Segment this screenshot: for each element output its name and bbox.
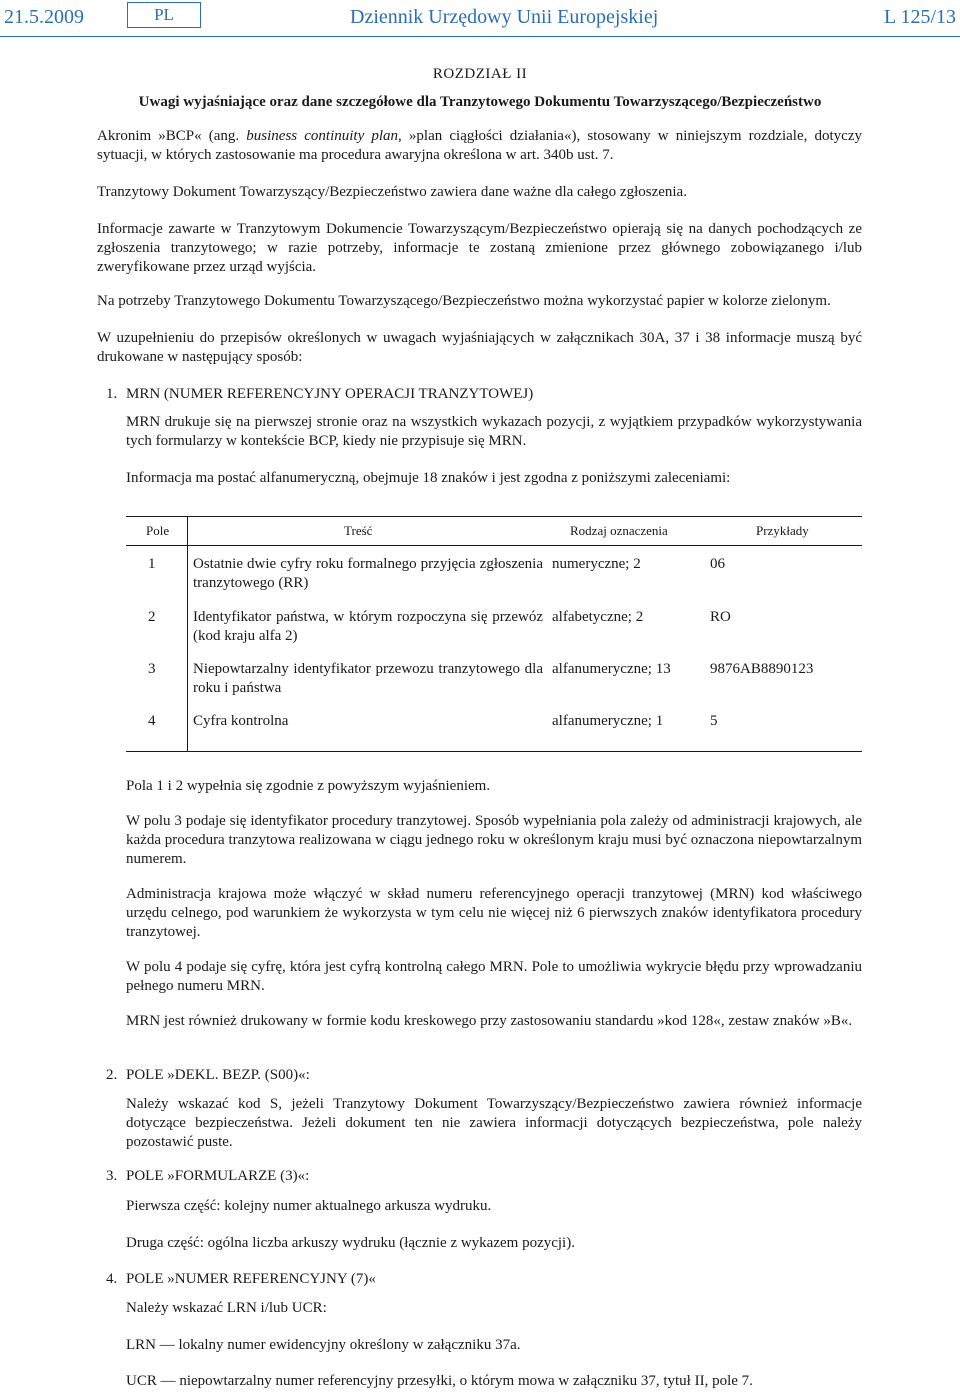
table-cell-tresc: Identyfikator państwa, w którym rozpoczyna się przewóz (kod kraju alfa 2) [193, 609, 543, 644]
table-cell-rodzaj: alfanumeryczne; 13 [552, 661, 671, 677]
section-3-paragraph-1: Pierwsza część: kolejny numer aktualnego arkusza wydruku. [126, 1198, 492, 1214]
table-cell-pole: 4 [148, 713, 156, 729]
section-3-paragraph-2: Druga część: ogólna liczba arkuszy wydruku (łącznie z wykazem pozycji). [126, 1235, 575, 1251]
intro-acronym-paragraph [97, 127, 862, 165]
table-cell-rodzaj: alfabetyczne; 2 [552, 609, 644, 625]
table-cell-przyklad: 5 [710, 713, 718, 729]
table-cell-tresc: Ostatnie dwie cyfry roku formalnego przyjęcia zgłoszenia tranzytowego (RR) [193, 556, 543, 591]
section-1-paragraph-6: W polu 4 podaje się cyfrę, która jest cyfrą kontrolną całego MRN. Pole to umożliwia wykrycie błędu przy wprowadzaniu pełnego numeru MRN. [126, 959, 862, 994]
intro-paragraph-3: Informacje zawarte w Tranzytowym Dokumencie Towarzyszącym/Bezpieczeństwo opierają się na danych pochodzących ze zgłoszenia tranzytowego; w razie potrzeby, informacje te zostaną zmienione przez głównego zobowiązanego i/lub zweryfikowane przez urząd wyjścia. [97, 221, 862, 275]
table-cell-tresc: Niepowtarzalny identyfikator przewozu tranzytowego dla roku i państwa [193, 661, 543, 696]
section-2-number: 2. [106, 1067, 118, 1083]
table-header-pole: Pole [146, 523, 170, 538]
table-header-przyklady: Przykłady [756, 523, 809, 538]
section-1-paragraph-3: Pola 1 i 2 wypełnia się zgodnie z powyższym wyjaśnieniem. [126, 778, 491, 794]
acronym-text-before: Akronim »BCP« (ang. [97, 128, 247, 144]
acronym-italic: business continuity plan [246, 128, 399, 144]
section-1-paragraph-4: W polu 3 podaje się identyfikator procedury tranzytowej. Sposób wypełniania pola zależy od administracji krajowych, ale każda procedura tranzytowa realizowana w ciągu jednego roku w określonym kraju musi być oznaczona niepowtarzalnym numerem. [126, 813, 862, 867]
section-1-number: 1. [106, 386, 118, 402]
table-cell-pole: 3 [148, 661, 156, 677]
table-cell-przyklad: 9876AB8890123 [710, 661, 814, 677]
intro-paragraph-5: W uzupełnieniu do przepisów określonych w uwagach wyjaśniających w załącznikach 30A, 37 i 38 informacje muszą być drukowane w następujący sposób: [97, 330, 862, 365]
section-2-title: POLE »DEKL. BEZP. (S00)«: [126, 1067, 310, 1083]
table-cell-pole: 2 [148, 609, 156, 625]
section-1-paragraph-5: Administracja krajowa może włączyć w skład numeru referencyjnego operacji tranzytowej (MRN) kod właściwego urzędu celnego, pod warunkiem że wykorzysta w tym celu nie więcej niż 6 pierwszych znaków identyfikatora procedury tranzytowej. [126, 886, 862, 940]
section-1-paragraph-7: MRN jest również drukowany w formie kodu kreskowego przy zastosowaniu standardu »kod 128«, zestaw znaków »B«. [126, 1013, 853, 1029]
table-top-rule [126, 516, 862, 517]
page-reference: L 125/13 [883, 6, 956, 28]
section-3-number: 3. [106, 1168, 118, 1184]
table-header-rule [126, 545, 862, 546]
publication-date: 21.5.2009 [4, 6, 84, 28]
section-1-title: MRN (NUMER REFERENCYJNY OPERACJI TRANZYTOWEJ) [126, 386, 534, 402]
section-2-paragraph-1: Należy wskazać kod S, jeżeli Tranzytowy Dokument Towarzyszący/Bezpieczeństwo zawiera również informacje dotyczące bezpieczeństwa. Jeżeli dokument ten nie zawiera informacji dotyczących bezpieczeństwa, pole należy pozostawić puste. [126, 1096, 862, 1150]
table-column-divider [187, 516, 188, 752]
acronym-text-after: , »plan ciągłości działania«), stosowany w niniejszym rozdziale, dotyczy sytuacji, w których zastosowanie ma procedura awaryjna określona w art. 340b ust. 7. [97, 128, 862, 163]
journal-title: Dziennik Urzędowy Unii Europejskiej [350, 6, 659, 28]
section-3-title: POLE »FORMULARZE (3)«: [126, 1168, 310, 1184]
language-badge: PL [127, 2, 201, 28]
section-4-paragraph-2: LRN — lokalny numer ewidencyjny określony w załączniku 37a. [126, 1337, 521, 1353]
table-cell-przyklad: 06 [710, 556, 725, 572]
table-cell-przyklad: RO [710, 609, 731, 625]
table-cell-rodzaj: numeryczne; 2 [552, 556, 641, 572]
chapter-title: ROZDZIAŁ II [432, 66, 528, 82]
intro-paragraph-4: Na potrzeby Tranzytowego Dokumentu Towarzyszącego/Bezpieczeństwo można wykorzystać papier w kolorze zielonym. [97, 293, 831, 309]
section-4-title: POLE »NUMER REFERENCYJNY (7)« [126, 1271, 376, 1287]
journal-header [0, 0, 960, 38]
intro-paragraph-2: Tranzytowy Dokument Towarzyszący/Bezpieczeństwo zawiera dane ważne dla całego zgłoszenia. [97, 184, 687, 200]
section-4-paragraph-3: UCR — niepowtarzalny numer referencyjny przesyłki, o którym mowa w załączniku 37, tytuł II, pole 7. [126, 1373, 753, 1389]
header-divider [0, 36, 960, 37]
table-cell-rodzaj: alfanumeryczne; 1 [552, 713, 664, 729]
section-1-paragraph-1: MRN drukuje się na pierwszej stronie oraz na wszystkich wykazach pozycji, z wyjątkiem przypadków wykorzystywania tych formularzy w kontekście BCP, kiedy nie przypisuje się MRN. [126, 414, 862, 449]
table-cell-pole: 1 [148, 556, 156, 572]
mrn-structure-table [126, 516, 862, 752]
table-cell-tresc: Cyfra kontrolna [193, 713, 289, 729]
chapter-subtitle: Uwagi wyjaśniające oraz dane szczegółowe dla Tranzytowego Dokumentu Towarzyszącego/Bezpieczeństwo [138, 94, 822, 110]
table-header-tresc: Treść [344, 523, 373, 538]
table-bottom-rule [126, 751, 862, 752]
section-4-number: 4. [106, 1271, 118, 1287]
section-4-paragraph-1: Należy wskazać LRN i/lub UCR: [126, 1300, 327, 1316]
section-1-paragraph-2: Informacja ma postać alfanumeryczną, obejmuje 18 znaków i jest zgodna z poniższymi zaleceniami: [126, 470, 731, 486]
table-header-rodzaj: Rodzaj oznaczenia [570, 523, 668, 538]
